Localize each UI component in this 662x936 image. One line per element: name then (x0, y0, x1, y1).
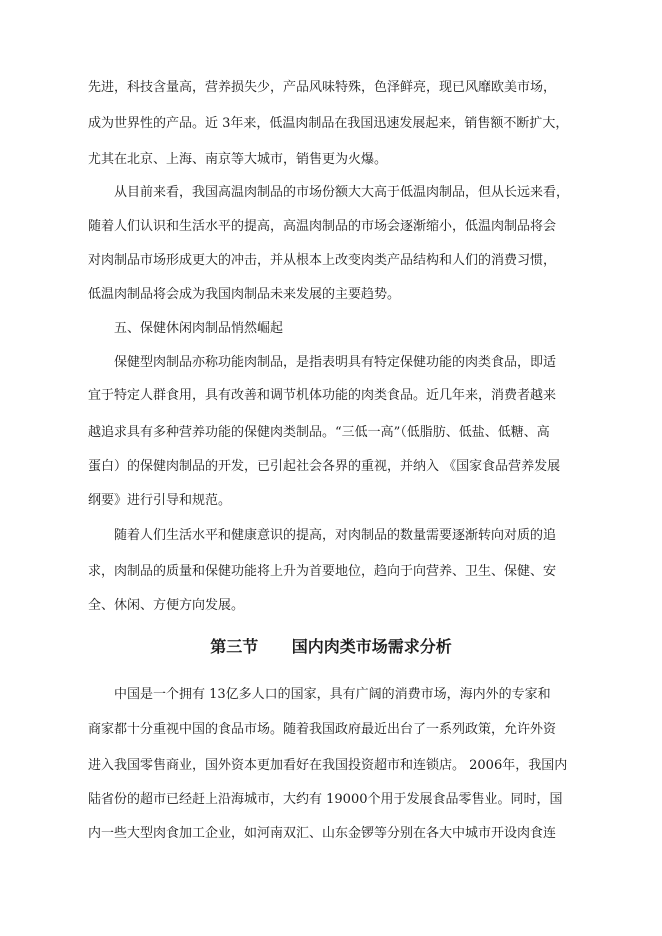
paragraph-5-line-2: 商家都十分重视中国的食品市场。随着我国政府最近出台了一系列政策，允许外资 (88, 722, 557, 737)
paragraph-1-line-3: 尤其在北京、上海、南京等大城市，销售更为火爆。 (88, 152, 388, 167)
chapter-heading: 第三节 国内肉类市场需求分析 (210, 637, 452, 656)
paragraph-3-line-3: 越追求具有多种营养功能的保健肉类制品。“三低一高”（低脂肪、低盐、低糖、高 (88, 425, 550, 440)
paragraph-2-line-2: 随着人们认识和生活水平的提高，高温肉制品的市场会逐渐缩小，低温肉制品将会 (88, 219, 557, 234)
paragraph-3-line-5: 纲要》进行引导和规范。 (88, 493, 232, 508)
paragraph-3-line-2: 宜于特定人群食用，具有改善和调节机体功能的肉类食品。近几年来，消费者越来 (88, 388, 557, 403)
paragraph-5-line-3: 进入我国零售商业，国外资本更加看好在我国投资超市和连锁店。 2006年，我国内 (88, 758, 568, 773)
paragraph-2-line-1: 从目前来看，我国高温肉制品的市场份额大大高于低温肉制品，但从长远来看， (114, 185, 570, 200)
paragraph-5-line-1: 中国是一个拥有 13亿多人口的国家，具有广阔的消费市场，海内外的专家和 (114, 687, 551, 702)
paragraph-3-line-1: 保健型肉制品亦称功能肉制品，是指表明具有特定保健功能的肉类食品，即适 (114, 355, 557, 370)
paragraph-2-line-3: 对肉制品市场形成更大的冲击，并从根本上改变肉类产品结构和人们的消费习惯， (88, 253, 557, 268)
paragraph-5-line-4: 陆省份的超市已经赶上沿海城市，大约有 19000个用于发展食品零售业。同时，国 (88, 792, 563, 807)
paragraph-1-line-2: 成为世界性的产品。近 3年来，低温肉制品在我国迅速发展起来，销售额不断扩大， (88, 116, 569, 131)
paragraph-4-line-2: 求，肉制品的质量和保健功能将上升为首要地位，趋向于向营养、卫生、保健、安 (88, 564, 557, 579)
paragraph-1-line-1: 先进，科技含量高，营养损失少，产品风味特殊，色泽鲜亮，现已风靡欧美市场， (88, 80, 557, 95)
section-5-title: 五、保健休闲肉制品悄然崛起 (114, 321, 284, 336)
paragraph-4-line-3: 全、休闲、方便方向发展。 (88, 598, 245, 613)
paragraph-5-line-5: 内一些大型肉食加工企业，如河南双汇、山东金锣等分别在各大中城市开设肉食连 (88, 826, 557, 841)
paragraph-4-line-1: 随着人们生活水平和健康意识的提高，对肉制品的数量需要逐渐转向对质的追 (114, 528, 557, 543)
paragraph-2-line-4: 低温肉制品将会成为我国肉制品未来发展的主要趋势。 (88, 287, 401, 302)
paragraph-3-line-4: 蛋白）的保健肉制品的开发，已引起社会各界的重视，并纳入 《国家食品营养发展 (88, 459, 561, 474)
